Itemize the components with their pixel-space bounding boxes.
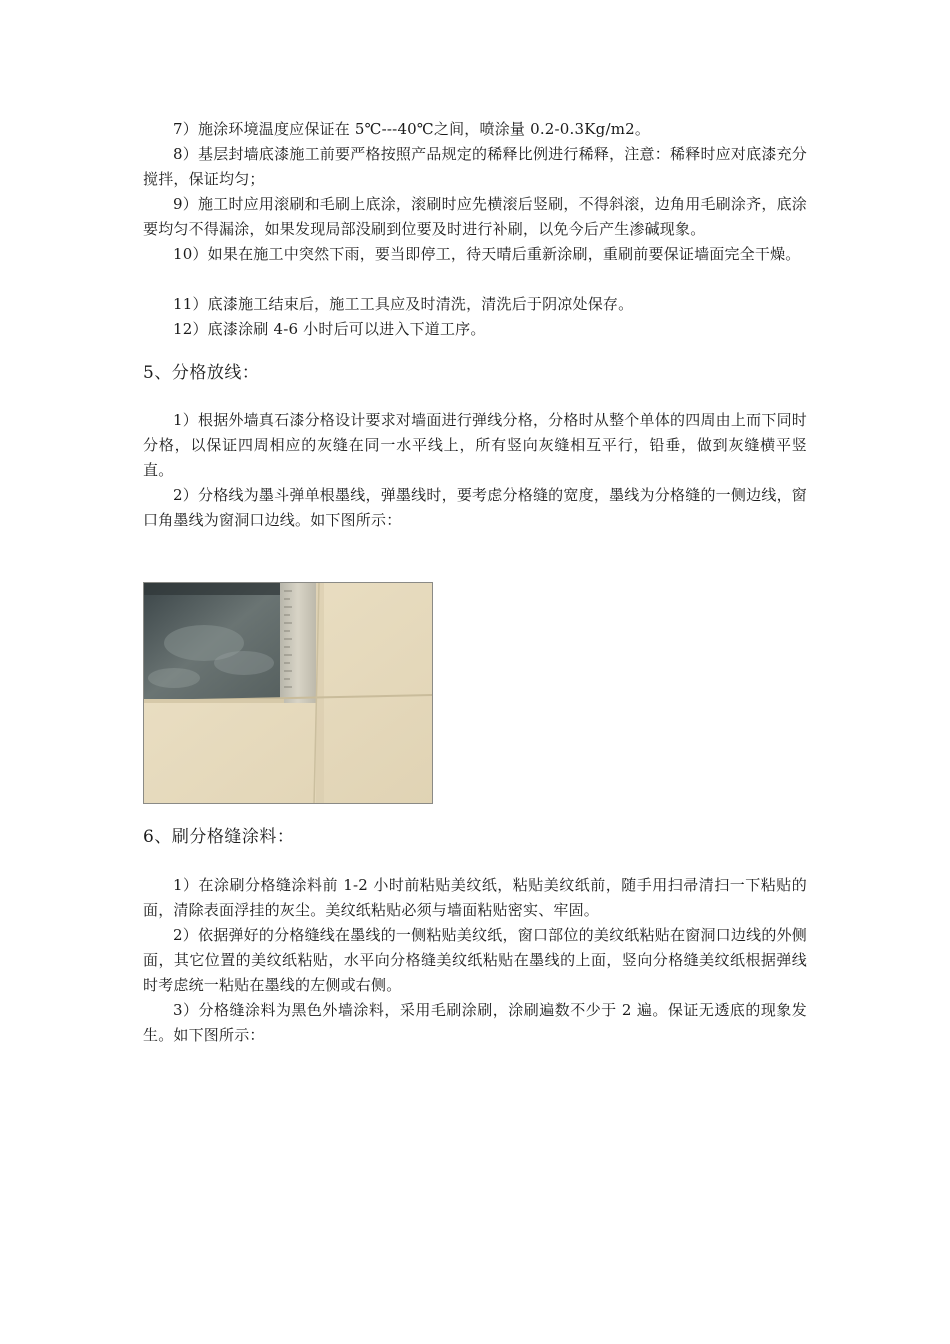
section-6-paragraph-1: 1）在涂刷分格缝涂料前 1-2 小时前粘贴美纹纸，粘贴美纹纸前，随手用扫帚清扫一下粘贴的面，清除表面浮挂的灰尘。美纹纸粘贴必须与墙面粘贴密实、牢固。 [143, 876, 807, 919]
item-10-paragraph: 10）如果在施工中突然下雨，要当即停工，待天晴后重新涂刷，重刷前要保证墙面完全干燥。 [173, 245, 801, 263]
item-7-paragraph: 7）施涂环境温度应保证在 5℃---40℃之间，喷涂量 0.2-0.3Kg/m2。 [173, 120, 651, 138]
item-12-paragraph: 12）底漆涂刷 4-6 小时后可以进入下道工序。 [173, 320, 486, 338]
section-5-heading: 5、分格放线： [143, 363, 260, 383]
section-5-paragraph-1: 1）根据外墙真石漆分格设计要求对墙面进行弹线分格，分格时从整个单体的四周由上而下同时分格，以保证四周相应的灰缝在同一水平线上，所有竖向灰缝相互平行，铅垂，做到灰缝横平竖直。 [143, 411, 807, 479]
wall-grid-line-photo [143, 582, 433, 804]
item-9-paragraph: 9）施工时应用滚刷和毛刷上底涂，滚刷时应先横滚后竖刷，不得斜滚，边角用毛刷涂齐，底涂要均匀不得漏涂，如果发现局部没刷到位要及时进行补刷，以免今后产生渗碱现象。 [143, 195, 807, 238]
item-11-paragraph: 11）底漆施工结束后，施工工具应及时清洗，清洗后于阴凉处保存。 [173, 295, 634, 313]
section-6-paragraph-3: 3）分格缝涂料为黑色外墙涂料，采用毛刷涂刷，涂刷遍数不少于 2 遍。保证无透底的现象发生。如下图所示： [143, 1001, 807, 1044]
section-6-heading: 6、刷分格缝涂料： [143, 827, 295, 847]
section-5-paragraph-2: 2）分格线为墨斗弹单根墨线，弹墨线时，要考虑分格缝的宽度，墨线为分格缝的一侧边线，窗口角墨线为窗洞口边线。如下图所示： [143, 486, 807, 529]
item-8-paragraph: 8）基层封墙底漆施工前要严格按照产品规定的稀释比例进行稀释，注意：稀释时应对底漆充分搅拌，保证均匀； [143, 145, 807, 188]
section-6-paragraph-2: 2）依据弹好的分格缝线在墨线的一侧粘贴美纹纸，窗口部位的美纹纸粘贴在窗洞口边线的外侧面，其它位置的美纹纸粘贴，水平向分格缝美纹纸粘贴在墨线的上面，竖向分格缝美纹纸根据弹线时考虑统一粘贴在墨线的左侧或右侧。 [143, 926, 807, 994]
